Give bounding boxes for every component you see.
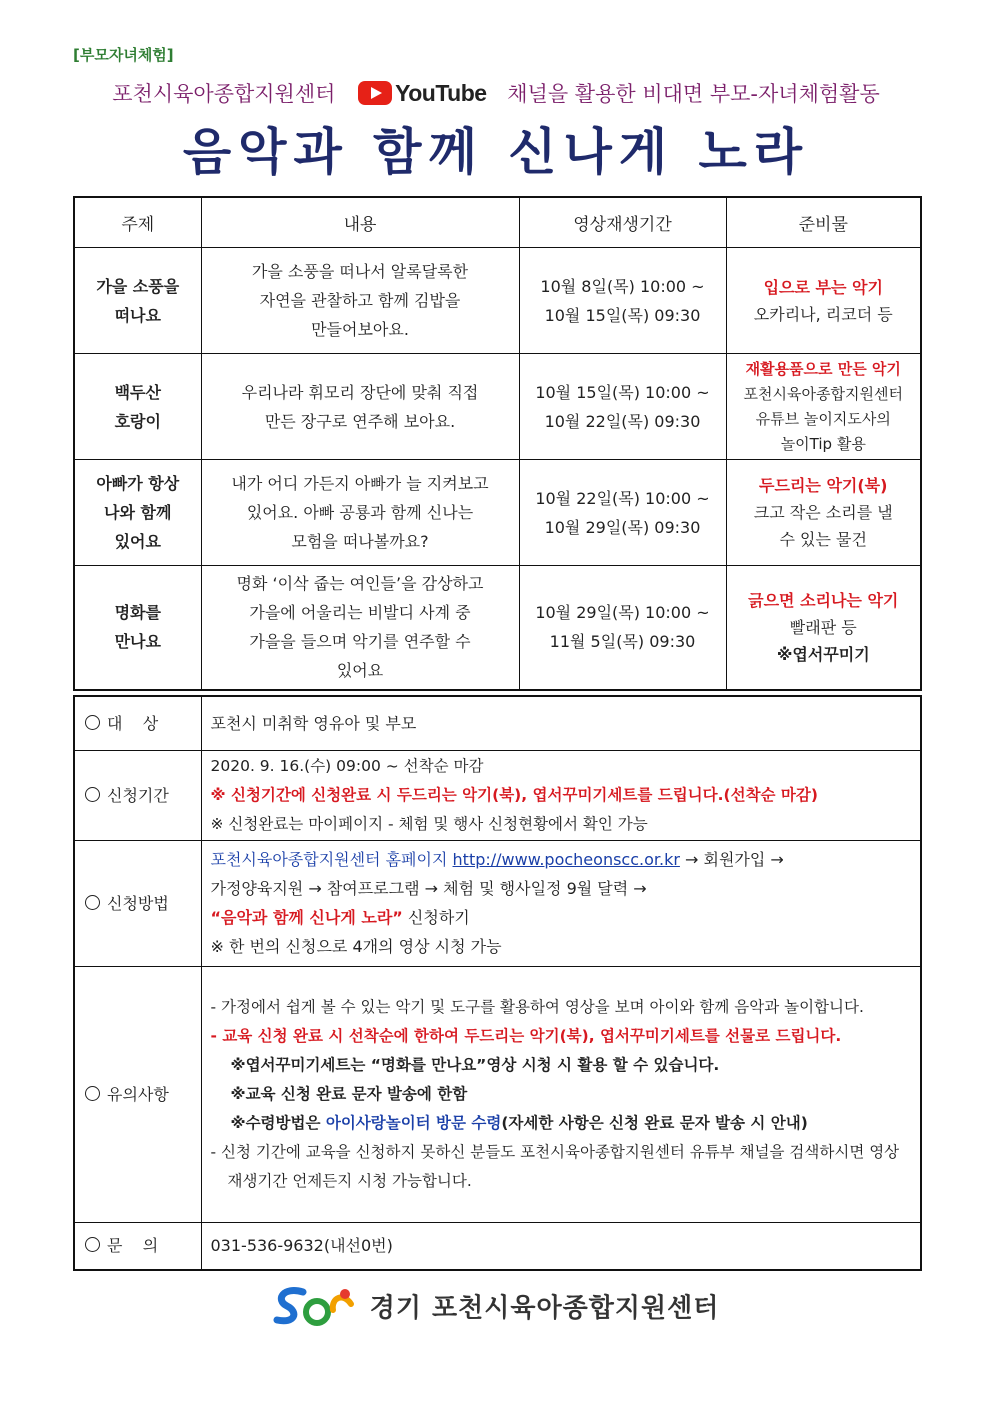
- circle-icon: [85, 895, 100, 910]
- info-row-notes: [74, 966, 921, 1222]
- period-cell: 10월 29일(목) 10:00 ~ 11월 5일(목) 09:30: [519, 566, 726, 690]
- header-prep: 준비물: [726, 197, 921, 248]
- content-cell: 명화 ‘이삭 줍는 여인들’을 감상하고 가을에 어울리는 비발디 사계 중 가을을 들으며 악기를 연주할 수 있어요: [201, 566, 519, 690]
- prep-cell: 두드리는 악기(북) 크고 작은 소리를 낼 수 있는 물건: [726, 460, 921, 566]
- table-row: [74, 566, 921, 690]
- info-row-contact: [74, 1222, 921, 1270]
- period-cell: 10월 22일(목) 10:00 ~ 10월 29일(목) 09:30: [519, 460, 726, 566]
- info-label: 문 의: [74, 1222, 201, 1270]
- table-row: [74, 354, 921, 460]
- info-label: 대 상: [74, 696, 201, 750]
- info-label: 유의사항: [74, 966, 201, 1222]
- circle-icon: [85, 1237, 100, 1252]
- homepage-link[interactable]: http://www.pocheonscc.or.kr: [452, 850, 680, 869]
- play-icon: [358, 81, 392, 105]
- center-logo-icon: [273, 1284, 359, 1328]
- topic-cell: 아빠가 항상 나와 함께 있어요: [74, 460, 201, 566]
- schedule-table: [73, 196, 922, 691]
- footer-org-name: 경기 포천시육아종합지원센터: [369, 1293, 720, 1324]
- subtitle-desc: 채널을 활용한 비대면 부모-자녀체험활동: [507, 82, 880, 106]
- info-label: 신청기간: [74, 750, 201, 840]
- category-tag: [부모자녀체험]: [73, 46, 174, 64]
- info-table: [73, 695, 922, 1271]
- footer: [0, 1284, 992, 1328]
- circle-icon: [85, 787, 100, 802]
- info-row-period: [74, 750, 921, 840]
- youtube-logo: [358, 80, 486, 107]
- content-cell: 내가 어디 가든지 아빠가 늘 지켜보고 있어요. 아빠 공룡과 함께 신나는 모험을 떠나볼까요?: [201, 460, 519, 566]
- header-topic: 주제: [74, 197, 201, 248]
- period-cell: 10월 15일(목) 10:00 ~ 10월 22일(목) 09:30: [519, 354, 726, 460]
- info-value: 포천시육아종합지원센터 홈페이지 http://www.pocheonscc.or.kr → 회원가입 → 가정양육지원 → 참여프로그램 → 체험 및 행사일정 9월 달력 → “음악과 함께 신나게 노라” 신청하기 ※ 한 번의 신청으로 4개의 영상 시청 가능: [201, 840, 921, 966]
- prep-cell: 입으로 부는 악기 오카리나, 리코더 등: [726, 248, 921, 354]
- prep-cell: 재활용품으로 만든 악기 포천시육아종합지원센터 유튜브 놀이지도사의 놀이Tip 활용: [726, 354, 921, 460]
- info-label: 신청방법: [74, 840, 201, 966]
- table-row: [74, 248, 921, 354]
- topic-cell: 가을 소풍을 떠나요: [74, 248, 201, 354]
- subtitle-org: 포천시육아종합지원센터: [112, 82, 336, 106]
- header-content: 내용: [201, 197, 519, 248]
- content-cell: 가을 소풍을 떠나서 알록달록한 자연을 관찰하고 함께 김밥을 만들어보아요.: [201, 248, 519, 354]
- youtube-wordmark: YouTube: [395, 79, 487, 106]
- info-value: 2020. 9. 16.(수) 09:00 ~ 선착순 마감 ※ 신청기간에 신청완료 시 두드리는 악기(북), 엽서꾸미기세트를 드립니다.(선착순 마감) ※ 신청완료는 마이페이지 - 체험 및 행사 신청현황에서 확인 가능: [201, 750, 921, 840]
- prep-cell: 긁으면 소리나는 악기 빨래판 등 ※엽서꾸미기: [726, 566, 921, 690]
- circle-icon: [85, 715, 100, 730]
- period-cell: 10월 8일(목) 10:00 ~ 10월 15일(목) 09:30: [519, 248, 726, 354]
- table-header-row: [74, 197, 921, 248]
- header-period: 영상재생기간: [519, 197, 726, 248]
- topic-cell: 명화를 만나요: [74, 566, 201, 690]
- info-row-target: [74, 696, 921, 750]
- circle-icon: [85, 1086, 100, 1101]
- page-title: 음악과 함께 신나게 노라: [182, 123, 810, 181]
- content-cell: 우리나라 휘모리 장단에 맞춰 직접 만든 장구로 연주해 보아요.: [201, 354, 519, 460]
- subtitle: [0, 78, 992, 108]
- info-value: 포천시 미취학 영유아 및 부모: [201, 696, 921, 750]
- topic-cell: 백두산 호랑이: [74, 354, 201, 460]
- info-value: 031-536-9632(내선0번): [201, 1222, 921, 1270]
- info-row-method: [74, 840, 921, 966]
- table-row: [74, 460, 921, 566]
- info-value: - 가정에서 쉽게 볼 수 있는 악기 및 도구를 활용하여 영상을 보며 아이와 함께 음악과 놀이합니다. - 교육 신청 완료 시 선착순에 한하여 두드리는 악기(북), 엽서꾸미기세트를 선물로 드립니다. ※엽서꾸미기세트는 “명화를 만나요”영상 시청 시 활용 할 수 있습니다. ※교육 신청 완료 문자 발송에 한함 ※수령방법은 아이사랑놀이터 방문 수령(자세한 사항은 신청 완료 문자 발송 시 안내) - 신청 기간에 교육을 신청하지 못하신 분들도 포천시육아종합지원센터 유튜부 채널을 검색하시면 영상재생기간 언제든지 시청 가능합니다.: [201, 966, 921, 1222]
